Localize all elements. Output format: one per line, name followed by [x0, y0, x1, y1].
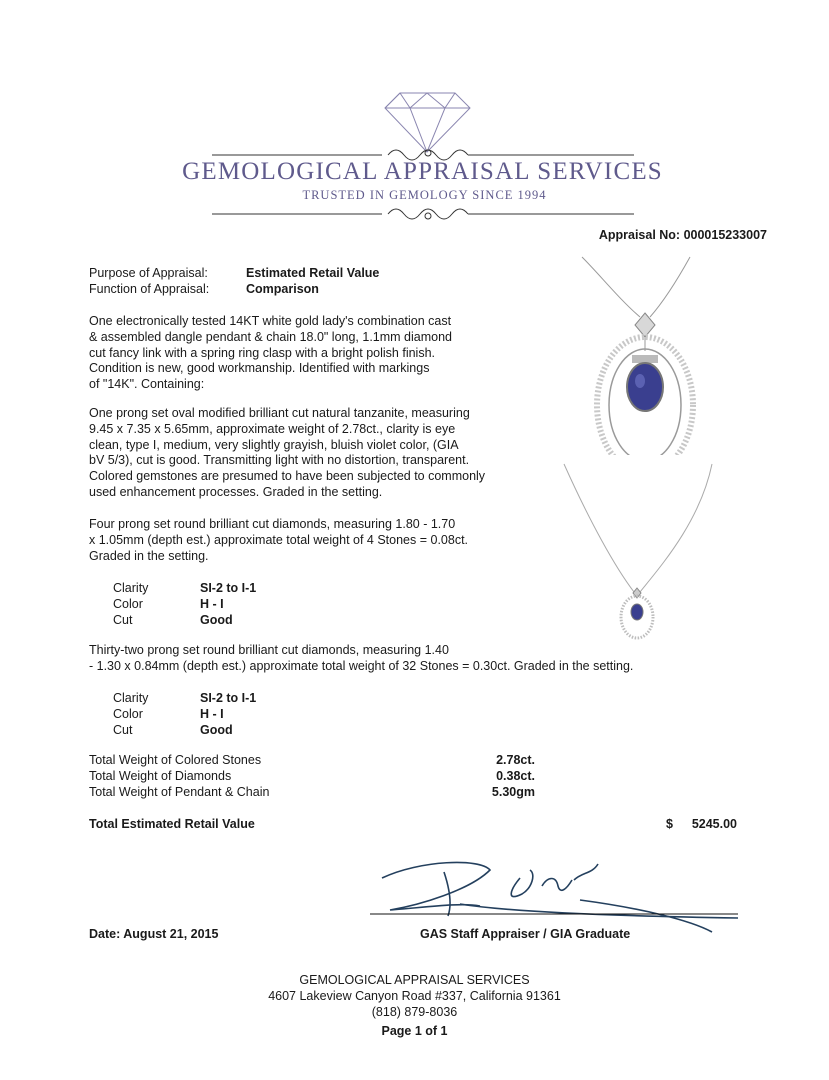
- grade1-clarity-label: Clarity: [113, 581, 149, 595]
- grade1-clarity-value: SI-2 to I-1: [200, 581, 257, 595]
- grade2-clarity-value: SI-2 to I-1: [200, 691, 257, 705]
- signature-caption: GAS Staff Appraiser / GIA Graduate: [420, 927, 631, 941]
- four-diamonds-description: Four prong set round brilliant cut diamonds, measuring 1.80 - 1.70 x 1.05mm (depth est.) approximate total weight of 4 Stones = 0.08ct. Graded in the setting.: [89, 517, 469, 563]
- pendant-closeup-photo: [570, 255, 720, 455]
- grade1-cut-value: Good: [200, 613, 233, 627]
- total-weight-value: 5.30gm: [491, 785, 535, 799]
- bottom-ornament-rule: [212, 209, 634, 219]
- item-description: One electronically tested 14KT white gold lady's combination cast & assembled dangle pendant & chain 18.0" long, 1.1mm diamond cut fancy link with a spring ring clasp with a bright polish finish. Condition is new, good workmanship. Identified with markings of "14K". Containing:: [89, 314, 453, 392]
- brand-name: GEMOLOGICAL APPRAISAL SERVICES: [182, 158, 663, 185]
- tanzanite-description: One prong set oval modified brilliant cut natural tanzanite, measuring 9.45 x 7.35 x 5.65mm, approximate weight of 2.78ct., clarity is eye clean, type I, medium, very slightly grayish, bluish violet color, (GIA bV 5/3), cut is good. Transmitting light with no distortion, transparent. Colored gemstones are presumed to have been subjected to commonly used enhancement processes. Graded in the setting.: [89, 406, 486, 499]
- function-label: Function of Appraisal:: [89, 282, 210, 296]
- grade2-color-label: Color: [113, 707, 143, 721]
- pendant-with-chain-photo: [560, 462, 720, 642]
- total-diamonds-value: 0.38ct.: [496, 769, 535, 783]
- currency-symbol: $: [666, 817, 673, 831]
- footer-phone: (818) 879-8036: [371, 1005, 458, 1019]
- grade1-color-label: Color: [113, 597, 143, 611]
- grade1-color-value: H - I: [200, 597, 224, 611]
- retail-value-label: Total Estimated Retail Value: [89, 817, 255, 831]
- grade2-cut-label: Cut: [113, 723, 133, 737]
- total-colored-label: Total Weight of Colored Stones: [89, 753, 262, 767]
- thirtytwo-diamonds-description: Thirty-two prong set round brilliant cut diamonds, measuring 1.40 - 1.30 x 0.84mm (depth est.) approximate total weight of 32 Stones = 0.30ct. Graded in the setting.: [89, 643, 634, 673]
- appraisal-date: Date: August 21, 2015: [89, 927, 219, 941]
- page-number: Page 1 of 1: [381, 1024, 448, 1038]
- appraisal-number: Appraisal No: 000015233007: [598, 228, 767, 242]
- purpose-label: Purpose of Appraisal:: [89, 266, 208, 280]
- total-colored-value: 2.78ct.: [496, 753, 535, 767]
- grade2-color-value: H - I: [200, 707, 224, 721]
- diamond-icon: [385, 93, 470, 152]
- total-diamonds-label: Total Weight of Diamonds: [89, 769, 232, 783]
- footer-company: GEMOLOGICAL APPRAISAL SERVICES: [299, 973, 530, 987]
- grade1-cut-label: Cut: [113, 613, 133, 627]
- footer-address: 4607 Lakeview Canyon Road #337, California 91361: [268, 989, 561, 1003]
- total-weight-label: Total Weight of Pendant & Chain: [89, 785, 270, 799]
- retail-value-amount: 5245.00: [691, 817, 737, 831]
- function-value: Comparison: [246, 282, 319, 296]
- purpose-value: Estimated Retail Value: [246, 266, 380, 280]
- grade2-clarity-label: Clarity: [113, 691, 149, 705]
- brand-tagline: TRUSTED IN GEMOLOGY SINCE 1994: [302, 188, 547, 202]
- grade2-cut-value: Good: [200, 723, 233, 737]
